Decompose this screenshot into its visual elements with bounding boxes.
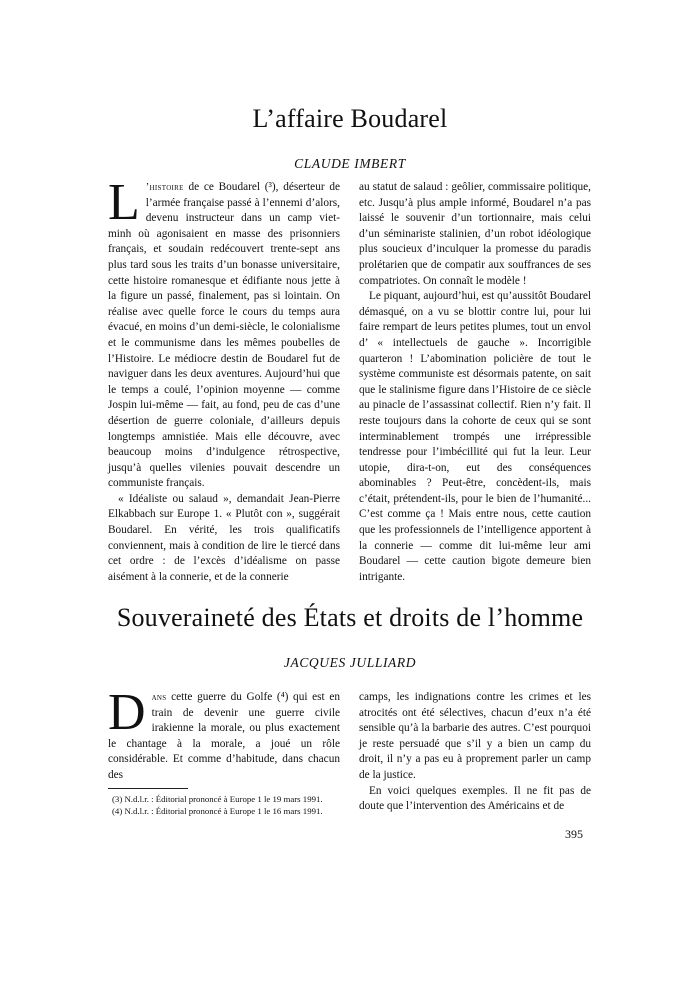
article2-lead-smallcaps: ans [151,692,167,703]
article1-paragraph-1 [108,174,340,492]
article2-title: Souveraineté des États et droits de l’homme [116,603,584,632]
article2-paragraph-1 [108,684,340,784]
footnote-3: (3) N.d.l.r. : Éditorial prononcé à Europe 1 le 19 mars 1991. [112,794,323,804]
article2-paragraph-1-text: cette guerre du Golfe (⁴) qui est en train de devenir une guerre civile irakienne la morale, ou plus exactement le chantage à la morale, a joué un rôle considérable. Et comme d’habitude, dans chacun des [108,691,340,781]
article2-paragraph-3: En voici quelques exemples. Il ne fit pas de doute que l’intervention des Américains et de [359,784,591,813]
article1-dropcap: L [108,174,140,231]
article2-author: JACQUES JULLIARD [283,655,417,670]
article2-dropcap: D [108,684,146,741]
article2-paragraph-2: camps, les indignations contre les crimes et les atrocités ont été sélectives, chacun d’eux n’a été sensible qu’à la barbarie des autres. C’est pourquoi je reste persuadé que s’il y a bien un camp du droit, il n’y a pas eu à proprement parler un camp de la justice. [359,691,591,781]
article1-paragraph-3: au statut de salaud : geôlier, commissaire politique, etc. Jusqu’à plus ample informé, Boudarel n’a pas laissé le souvenir d’un tortionnaire, mais celui d’un séminariste stalinien, d’un robot idéologique plus soucieux d’inculquer la promesse du paradis prolétarien que de compatir aux souffrances de ses compatriotes. On connaît le modèle ! [359,181,591,287]
footnotes [112,794,352,817]
article1-paragraph-4: Le piquant, aujourd’hui, est qu’aussitôt Boudarel démasqué, on a vu se blottir contre lui, pour lui faire rempart de leurs petites plumes, tout un envol d’ « intellectuels de gauche ». Incorrigible quarteron ! L’abomination policière de tout le système communiste est désormais patente, on sait que le stalinisme figure dans l’Histoire de ce siècle au pinacle de l’assassinat collectif. Rien n’y fait. Il reste toujours dans la cohorte de ceux qui se sont interminablement trompés une irrépressible tendresse pour l’imbécillité qui fut la leur. Leur utopie, dira-t-on, eut des conséquences abominables ? Peut-être, concèdent-ils, mais c’était, prétendent-ils, pour le bien de l’humanité... C’est comme ça ! Mais entre nous, cette caution que les professionnels de l’intelligence apportent à la connerie — comme dit lui-même leur ami Boudarel — cette caution bigote demeure bien intrigante. [359,290,591,583]
footnote-4: (4) N.d.l.r. : Éditorial prononcé à Europe 1 le 16 mars 1991. [112,805,323,816]
article2-column-1 [108,684,340,784]
article1-title: L’affaire Boudarel [252,104,448,133]
footnote-rule [108,788,188,789]
article1-author: CLAUDE IMBERT [294,156,406,171]
page-number: 395 [565,827,583,841]
article1-paragraph-2: « Idéaliste ou salaud », demandait Jean-Pierre Elkabbach sur Europe 1. « Plutôt con », suggérait Boudarel. En vérité, les trois qualificatifs conviennent, mais à condition de lire le tiercé dans cet ordre : de l’excès d’idéalisme on passe aisément à la connerie, et de la connerie [108,492,340,583]
article1-column-1 [108,174,340,585]
article1-column-2 [359,180,591,585]
article1-paragraph-1-text: de ce Boudarel (³), déserteur de l’armée française passé à l’ennemi d’alors, devenu instructeur dans un camp viet-minh où agonisaient en masse des prisonniers français, et soudain redécouvert trente-sept ans plus tard sous les traits d’un bonasse universitaire, cette histoire romanesque et édifiante nous jette à la figure un passé, finalement, pas si lointain. On réalise avec quelle force le cours du temps aura évacué, en moins d’un demi-siècle, le colonialisme et le communisme dans les mêmes poubelles de l’Histoire. Le médiocre destin de Boudarel fut de naviguer dans les deux aventures. Aujourd’hui que le temps a coulé, l’opinion moyenne — comme Jospin lui-même — fait, au fond, peu de cas d’une désertion de guerre coloniale, d’ailleurs depuis longtemps amnistiée. Mais elle découvre, avec beaucoup moins d’indulgence rétrospective, jusqu’à quelles vilenies pouvait descendre un communiste français. [108,181,340,490]
article2-column-2 [359,690,591,815]
article1-lead-smallcaps: ’histoire [145,182,184,193]
